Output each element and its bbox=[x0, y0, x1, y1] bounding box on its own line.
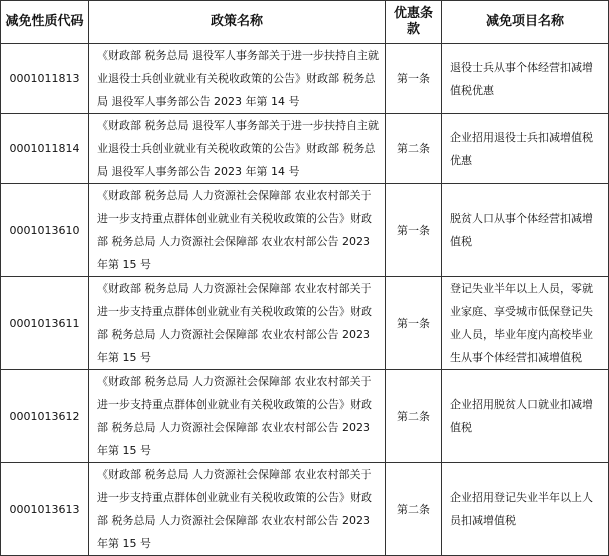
cell-code: 0001013610 bbox=[1, 184, 89, 277]
cell-code: 0001013611 bbox=[1, 277, 89, 370]
table-row bbox=[1, 184, 609, 277]
cell-policy-name: 《财政部 税务总局 人力资源社会保障部 农业农村部关于进一步支持重点群体创业就业有关税收政策的公告》财政部 税务总局 人力资源社会保障部 农业农村部公告 2023 年第 15 号 bbox=[89, 463, 386, 556]
cell-code: 0001013613 bbox=[1, 463, 89, 556]
cell-item-name: 退役士兵从事个体经营扣减增值税优惠 bbox=[442, 44, 609, 114]
table-row bbox=[1, 44, 609, 114]
cell-code: 0001013612 bbox=[1, 370, 89, 463]
cell-code: 0001011813 bbox=[1, 44, 89, 114]
cell-item-name: 企业招用脱贫人口就业扣减增值税 bbox=[442, 370, 609, 463]
header-clause: 优惠条款 bbox=[386, 1, 442, 44]
table-header-row bbox=[1, 1, 609, 44]
cell-clause: 第二条 bbox=[386, 114, 442, 184]
cell-policy-name: 《财政部 税务总局 人力资源社会保障部 农业农村部关于进一步支持重点群体创业就业有关税收政策的公告》财政部 税务总局 人力资源社会保障部 农业农村部公告 2023 年第 15 号 bbox=[89, 184, 386, 277]
table-row bbox=[1, 370, 609, 463]
cell-item-name: 登记失业半年以上人员，零就业家庭、享受城市低保登记失业人员，毕业年度内高校毕业生从事个体经营扣减增值税 bbox=[442, 277, 609, 370]
header-code: 减免性质代码 bbox=[1, 1, 89, 44]
cell-policy-name: 《财政部 税务总局 退役军人事务部关于进一步扶持自主就业退役士兵创业就业有关税收政策的公告》财政部 税务总局 退役军人事务部公告 2023 年第 14 号 bbox=[89, 44, 386, 114]
cell-clause: 第一条 bbox=[386, 277, 442, 370]
cell-item-name: 脱贫人口从事个体经营扣减增值税 bbox=[442, 184, 609, 277]
cell-clause: 第一条 bbox=[386, 184, 442, 277]
cell-policy-name: 《财政部 税务总局 退役军人事务部关于进一步扶持自主就业退役士兵创业就业有关税收政策的公告》财政部 税务总局 退役军人事务部公告 2023 年第 14 号 bbox=[89, 114, 386, 184]
cell-clause: 第一条 bbox=[386, 44, 442, 114]
table-row bbox=[1, 463, 609, 556]
cell-policy-name: 《财政部 税务总局 人力资源社会保障部 农业农村部关于进一步支持重点群体创业就业有关税收政策的公告》财政部 税务总局 人力资源社会保障部 农业农村部公告 2023 年第 15 号 bbox=[89, 370, 386, 463]
header-item-name: 减免项目名称 bbox=[442, 1, 609, 44]
cell-policy-name: 《财政部 税务总局 人力资源社会保障部 农业农村部关于进一步支持重点群体创业就业有关税收政策的公告》财政部 税务总局 人力资源社会保障部 农业农村部公告 2023 年第 15 号 bbox=[89, 277, 386, 370]
cell-item-name: 企业招用登记失业半年以上人员扣减增值税 bbox=[442, 463, 609, 556]
table-row bbox=[1, 277, 609, 370]
table-row bbox=[1, 114, 609, 184]
cell-code: 0001011814 bbox=[1, 114, 89, 184]
header-policy-name: 政策名称 bbox=[89, 1, 386, 44]
cell-clause: 第二条 bbox=[386, 370, 442, 463]
cell-clause: 第二条 bbox=[386, 463, 442, 556]
cell-item-name: 企业招用退役士兵扣减增值税优惠 bbox=[442, 114, 609, 184]
